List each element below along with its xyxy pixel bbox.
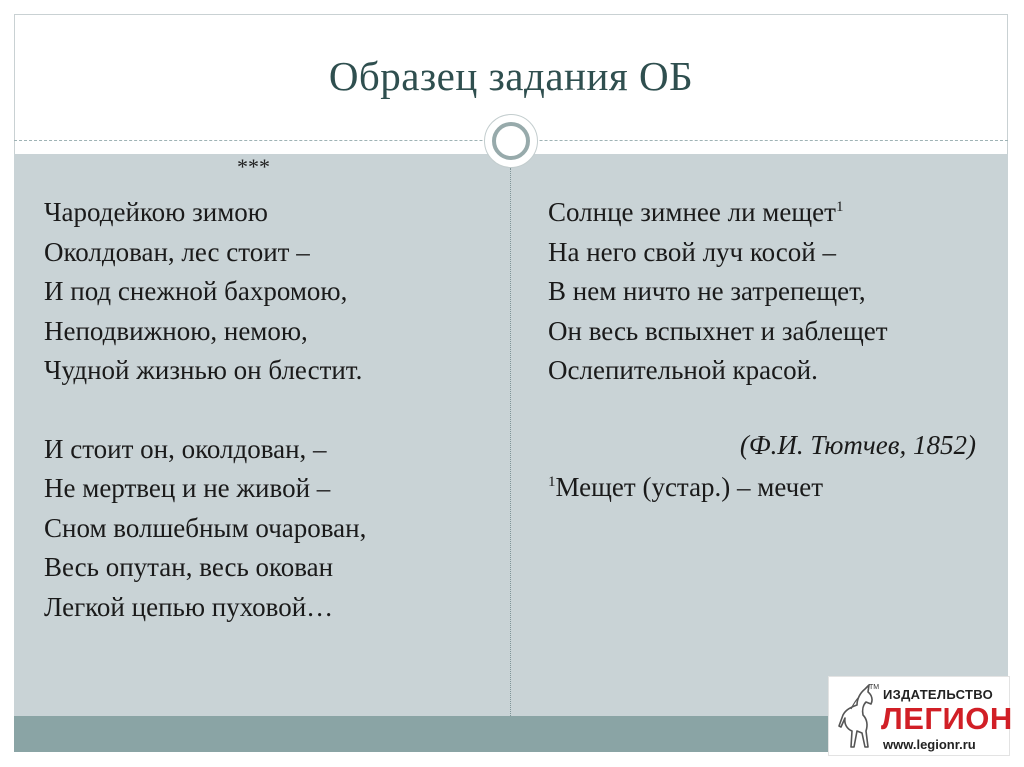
footnote-marker: 1	[548, 474, 556, 490]
poem-line: И под снежной бахромою,	[44, 276, 348, 306]
poem-line: Не мертвец и не живой –	[44, 473, 331, 503]
stanza-gap	[44, 391, 366, 430]
poem-line: Ослепительной красой.	[548, 355, 818, 385]
poem-line: На него свой луч косой –	[548, 236, 836, 267]
trademark-mark: TM	[869, 684, 880, 691]
footnote-marker: 1	[835, 199, 844, 215]
poem-line: Чародейкою зимою	[44, 197, 268, 227]
poem-line	[548, 193, 888, 233]
circle-ornament-icon	[484, 114, 538, 168]
poem-asterisks: ***	[237, 154, 270, 179]
poem-left-column	[44, 193, 366, 627]
poem-attribution: (Ф.И. Тютчев, 1852)	[739, 430, 976, 460]
horse-logo-icon	[835, 683, 880, 753]
poem-line: Сном волшебным очарован,	[44, 512, 367, 543]
poem-line-text: Солнце зимнее ли мещет	[548, 197, 836, 227]
poem-line: Он весь вспыхнет и заблещет	[548, 315, 888, 346]
publisher-url: www.legionr.ru	[883, 737, 976, 752]
poem-line: И стоит он, околдован, –	[44, 433, 327, 464]
ornament-ring	[492, 122, 530, 160]
publisher-label: ИЗДАТЕЛЬСТВО	[883, 687, 994, 702]
column-divider	[510, 168, 511, 716]
footnote-text: Мещет (устар.) – мечет	[555, 472, 824, 502]
slide-title: Образец задания ОБ	[328, 53, 694, 99]
poem-line: В нем ничто не затрепещет,	[548, 276, 866, 306]
poem-right-column	[548, 193, 888, 391]
poem-line: Околдован, лес стоит –	[44, 236, 310, 267]
poem-line: Неподвижною, немою,	[44, 315, 308, 346]
poem-line: Легкой цепью пуховой…	[44, 591, 334, 622]
publisher-logo	[828, 676, 1013, 756]
publisher-name: ЛЕГИОН	[881, 701, 1013, 736]
poem-line: Чудной жизнью он блестит.	[44, 355, 363, 385]
poem-line: Весь опутан, весь окован	[44, 552, 334, 582]
footnote	[548, 472, 823, 503]
